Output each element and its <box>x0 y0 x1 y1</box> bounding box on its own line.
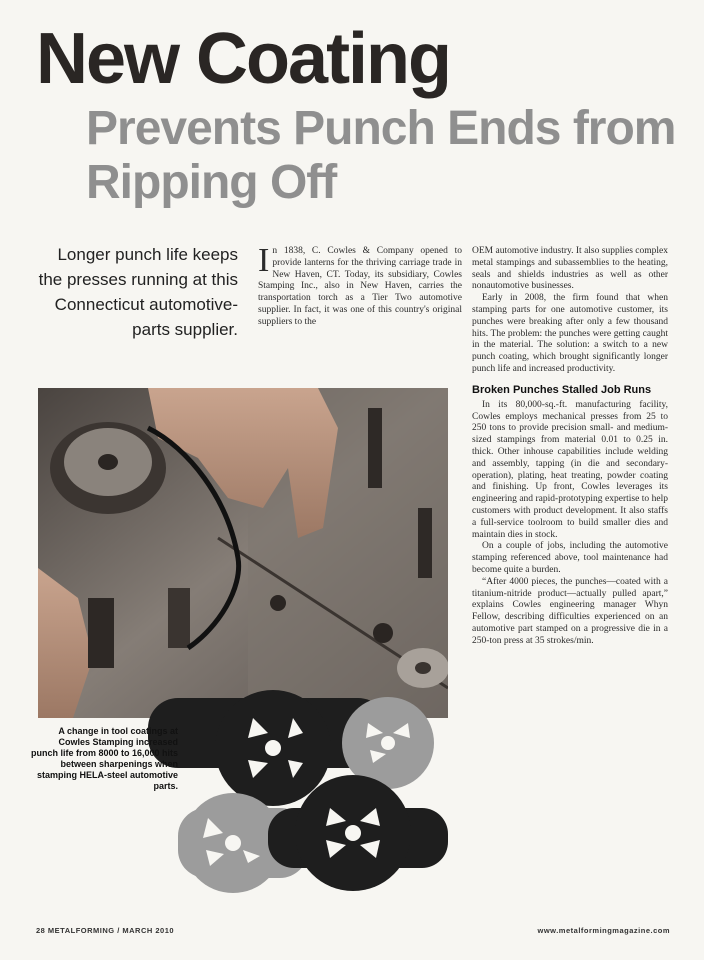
folio: 28 METALFORMING / MARCH 2010 <box>36 926 175 935</box>
article-column-2 <box>472 246 668 648</box>
col2-paragraph-1: OEM automotive industry. It also supplies complex metal stampings and subassemblies to the heating, seals and shields industries as well as other nonautomotive businesses. <box>472 246 668 292</box>
photo-caption: A change in tool coatings at Cowles Stamping increased punch life from 8000 to 16,000 hits between sharpenings when stamping HELA-steel automotive parts. <box>30 726 178 791</box>
col2-paragraph-4: On a couple of jobs, including the automotive stamping referenced above, tool maintenance had become quite a burden. <box>472 541 668 575</box>
drop-cap: I <box>258 242 270 279</box>
col2-paragraph-5: “After 4000 pieces, the punches—coated with a titanium-nitride product—actually pulled apart,” explains Cowles engineering manager Whyn Fellow, describing difficulties experienced on an automotive part stamped on a progressive die in a 250-ton press at 35 strokes/min. <box>472 576 668 646</box>
col1-paragraph-1: n 1838, C. Cowles & Company opened to provide lanterns for the thriving carriage trade in New Haven, CT. Today, its subsidiary, Cowles Stamping Inc., also in New Haven, carries the transportation torch as a Tier Two automotive supplier. In fact, it was one of this country's original suppliers to the <box>258 246 462 327</box>
footer-url: www.metalformingmagazine.com <box>537 926 670 935</box>
subhead: Prevents Punch Ends from Ripping Off <box>86 102 676 209</box>
col2-paragraph-3: In its 80,000-sq.-ft. manufacturing facility, Cowles employs mechanical presses from 25 to 250 tons to provide precision small- and medium-sized stampings from material 0.01 to 0.25 in. thick. Other inhouse capabilities include welding and assembly, tapping (in die and secondary-operation), plating, heat treating, powder coating and finishing. Up front, Cowles leverages its engineering and rapid-prototyping expertise to help customers with product development. It also staffs a full-service toolroom to build smaller dies and maintain dies in stock. <box>472 399 668 540</box>
headline: New Coating <box>36 19 451 99</box>
col2-paragraph-2: Early in 2008, the firm found that when stamping parts for one automotive customer, its punches were breaking after only a few thousand hits. The problem: the punches were getting caught in the material. The solution: a switch to a new punch coating, which brought significantly longer punch life and increased productivity. <box>472 293 668 374</box>
article-column-1 <box>258 242 462 329</box>
tooling-photo <box>38 388 448 898</box>
deck-text: Longer punch life keeps the presses running at this Connecticut automotive-parts supplier. <box>38 245 238 339</box>
section-heading: Broken Punches Stalled Job Runs <box>472 383 652 396</box>
